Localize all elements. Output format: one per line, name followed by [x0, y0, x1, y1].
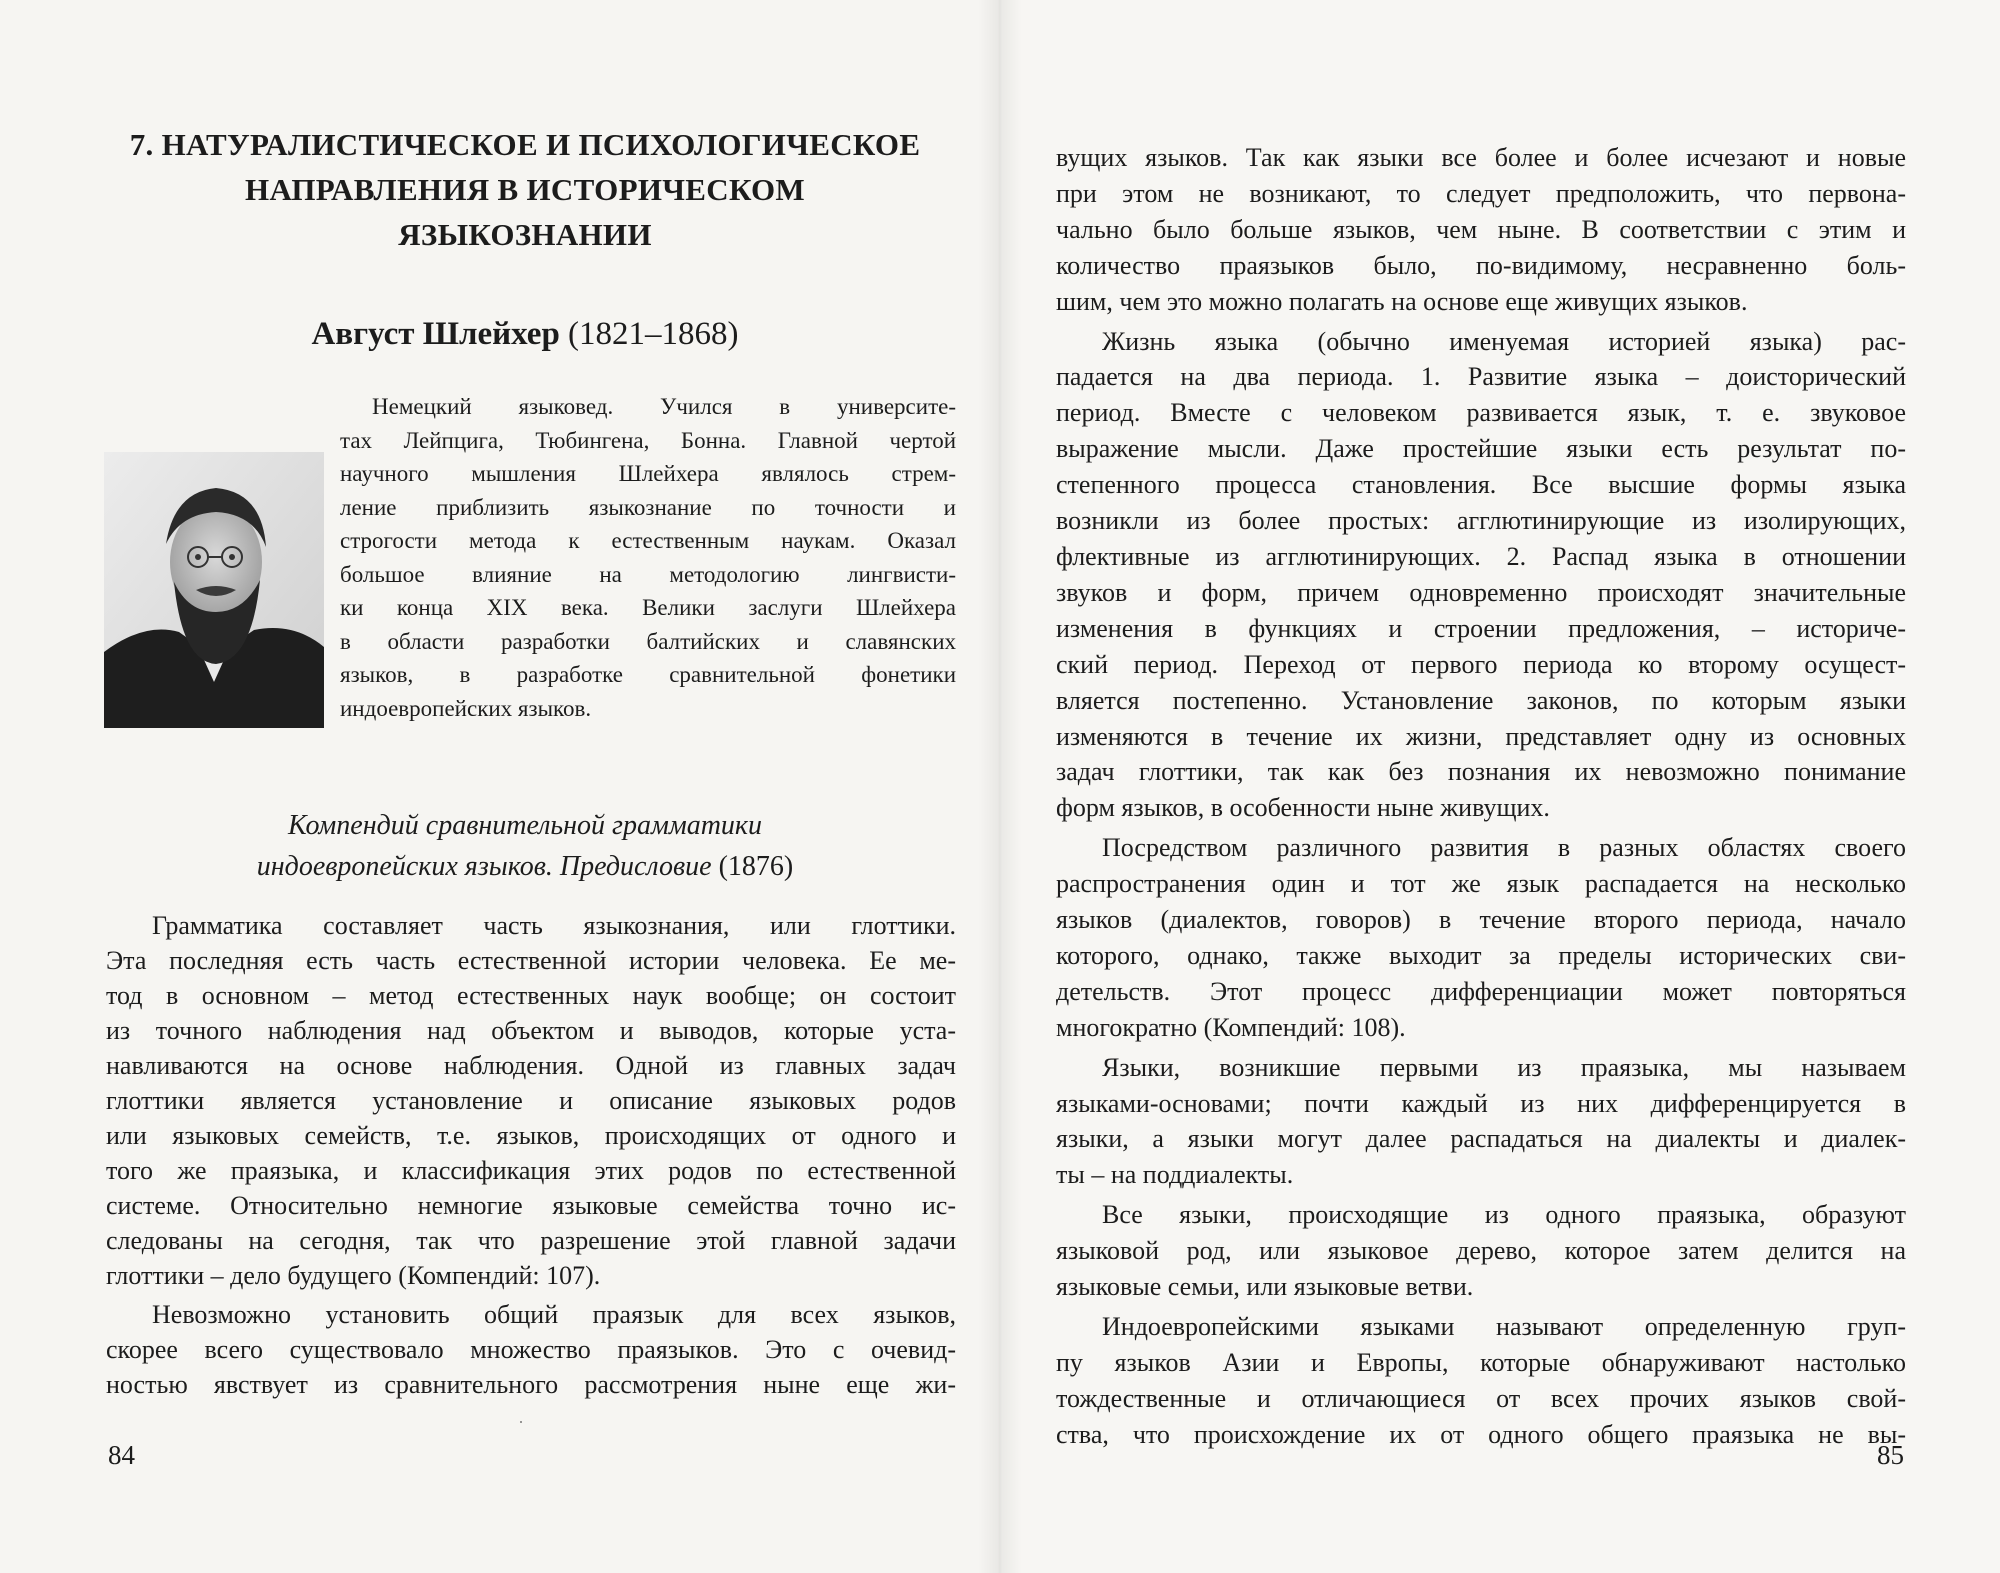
- paragraph: [1056, 1050, 1906, 1194]
- paragraph: [1056, 140, 1906, 320]
- text-line: навливаются на основе наблюдения. Одной из главных задач: [106, 1051, 956, 1080]
- bio-line: Немецкий языковед. Учился в университе-: [372, 394, 956, 419]
- work-title: [95, 805, 955, 887]
- text-line: количество праязыков было, по-видимому, несравненно боль-: [1056, 250, 1906, 280]
- author-biography: [340, 390, 956, 725]
- bio-line: большое влияние на методологию лингвисти-: [340, 561, 956, 587]
- text-line: языками-основами; почти каждый из них дифференцируется в: [1056, 1088, 1906, 1118]
- text-line: ностью явствует из сравнительного рассмотрения ныне еще жи-: [106, 1370, 956, 1399]
- text-line: форм языков, в особенности ныне живущих.: [1056, 793, 1550, 823]
- book-gutter: [978, 0, 1022, 1573]
- text-line: вущих языков. Так как языки все более и более исчезают и новые: [1056, 143, 1906, 172]
- text-line: детельств. Этот процесс дифференциации может повторяться: [1056, 976, 1906, 1006]
- author-dates: (1821–1868): [568, 316, 739, 352]
- text-line: Жизнь языка (обычно именуемая историей языка) рас-: [1102, 326, 1906, 356]
- bio-line: в области разработки балтийских и славянских: [340, 628, 956, 654]
- text-line: Посредством различного развития в разных областях своего: [1102, 833, 1906, 863]
- bio-line: индоевропейских языков.: [340, 695, 592, 721]
- chapter-title: [95, 122, 955, 257]
- text-line: чально было больше языков, чем ныне. В соответствии с этим и: [1056, 214, 1906, 244]
- text-line: языковой род, или языковое дерево, которое затем делится на: [1056, 1236, 1906, 1266]
- text-line: изменения в функциях и строении предложения, – историче-: [1056, 613, 1906, 643]
- text-line: выражение мысли. Даже простейшие языки есть результат по-: [1056, 434, 1906, 464]
- text-line: Грамматика составляет часть языкознания, или глоттики.: [152, 911, 956, 940]
- text-line: вляется постепенно. Установление законов, по которым языки: [1056, 685, 1906, 715]
- text-line: следованы на сегодня, так что разрешение этой главной задачи: [106, 1226, 956, 1255]
- paragraph: [1056, 1197, 1906, 1305]
- text-line: того же праязыка, и классификация этих родов по естественной: [106, 1156, 956, 1185]
- text-line: падается на два периода. 1. Развитие языка – доисторический: [1056, 362, 1906, 392]
- paragraph: [106, 908, 956, 1293]
- chapter-title-line: ЯЗЫКОЗНАНИИ: [398, 217, 652, 252]
- bio-line: тах Лейпцига, Тюбингена, Бонна. Главной чертой: [340, 427, 956, 453]
- text-line: ский период. Переход от первого периода ко второму осущест-: [1056, 649, 1906, 679]
- text-line: звуков и форм, причем одновременно происходят значительные: [1056, 577, 1906, 607]
- text-line: изменяются в течение их жизни, представляет одну из основных: [1056, 721, 1906, 751]
- text-line: Индоевропейскими языками называют определенную груп-: [1102, 1312, 1906, 1341]
- author-name: Август Шлейхер: [311, 316, 560, 352]
- text-line: пу языков Азии и Европы, которые обнаруживают настолько: [1056, 1347, 1906, 1377]
- work-year: (1876): [718, 851, 794, 882]
- text-line: языков (диалектов, говоров) в течение второго периода, начало: [1056, 905, 1906, 935]
- print-speck: [520, 1421, 522, 1423]
- text-line: ства, что происхождение их от одного общего праязыка не вы-: [1056, 1419, 1906, 1449]
- text-line: многократно (Компендий: 108).: [1056, 1012, 1406, 1042]
- text-line: возникли из более простых: агглютинирующие из изолирующих,: [1056, 506, 1906, 536]
- text-line: системе. Относительно немногие языковые семейства точно ис-: [106, 1191, 956, 1220]
- chapter-title-line: 7. НАТУРАЛИСТИЧЕСКОЕ И ПСИХОЛОГИЧЕСКОЕ: [129, 127, 921, 162]
- page-number: 85: [1877, 1440, 1904, 1470]
- text-line: ты – на поддиалекты.: [1056, 1160, 1294, 1190]
- bio-line: ки конца XIX века. Велики заслуги Шлейхера: [340, 595, 956, 620]
- portrait-image: [104, 452, 324, 728]
- text-line: языковые семьи, или языковые ветви.: [1056, 1272, 1474, 1302]
- bio-line: языков, в разработке сравнительной фонетики: [340, 662, 956, 687]
- bio-line: ление приблизить языкознание по точности и: [340, 494, 956, 520]
- text-line: глоттики является установление и описание языковых родов: [106, 1086, 956, 1115]
- text-line: распространения один и тот же язык распадается на несколько: [1056, 869, 1906, 899]
- paragraph: [106, 1297, 956, 1402]
- text-line: языки, а языки могут далее распадаться на диалекты и диалек-: [1056, 1124, 1906, 1154]
- work-title-line: индоевропейских языков. Предисловие: [256, 851, 712, 882]
- text-line: тод в основном – метод естественных наук вообще; он состоит: [106, 981, 956, 1010]
- page-number: 84: [108, 1440, 135, 1470]
- chapter-title-line: НАПРАВЛЕНИЯ В ИСТОРИЧЕСКОМ: [245, 172, 805, 207]
- author-heading: [95, 312, 955, 356]
- text-line: при этом не возникают, то следует предположить, что первона-: [1056, 178, 1906, 208]
- text-line: глоттики – дело будущего (Компендий: 107).: [106, 1261, 601, 1290]
- work-title-line: Компендий сравнительной грамматики: [287, 810, 763, 841]
- text-line: степенного процесса становления. Все высшие формы языка: [1056, 470, 1906, 500]
- right-page: [1000, 0, 2000, 1573]
- text-line: задач глоттики, так как без познания их невозможно понимание: [1056, 757, 1906, 787]
- text-line: скорее всего существовало множество праязыков. Это с очевид-: [106, 1335, 956, 1364]
- text-line: Эта последняя есть часть естественной истории человека. Ее ме-: [106, 946, 956, 975]
- bio-line: строгости метода к естественным наукам. Оказал: [340, 528, 956, 553]
- bio-line: научного мышления Шлейхера являлось стрем-: [340, 461, 956, 486]
- text-line: шим, чем это можно полагать на основе еще живущих языков.: [1056, 286, 1748, 316]
- paragraph: [1056, 830, 1906, 1045]
- text-line: которого, однако, также выходит за пределы исторических сви-: [1056, 940, 1906, 970]
- left-body-text: [106, 908, 956, 1406]
- text-line: флективные из агглютинирующих. 2. Распад языка в отношении: [1056, 541, 1906, 571]
- text-line: тождественные и отличающиеся от всех прочих языков свой-: [1056, 1383, 1906, 1413]
- text-line: период. Вместе с человеком развивается язык, т. е. звуковое: [1056, 398, 1906, 428]
- paragraph: [1056, 1309, 1906, 1453]
- right-body-text: [1056, 140, 1906, 1457]
- text-line: Языки, возникшие первыми из праязыка, мы называем: [1102, 1052, 1906, 1082]
- paragraph: [1056, 324, 1906, 827]
- text-line: или языковых семейств, т.е. языков, происходящих от одного и: [106, 1121, 956, 1150]
- text-line: Все языки, происходящие из одного праязыка, образуют: [1102, 1200, 1906, 1230]
- author-portrait: [104, 452, 324, 728]
- text-line: из точного наблюдения над объектом и выводов, которые уста-: [106, 1016, 956, 1045]
- text-line: Невозможно установить общий праязык для всех языков,: [152, 1300, 956, 1329]
